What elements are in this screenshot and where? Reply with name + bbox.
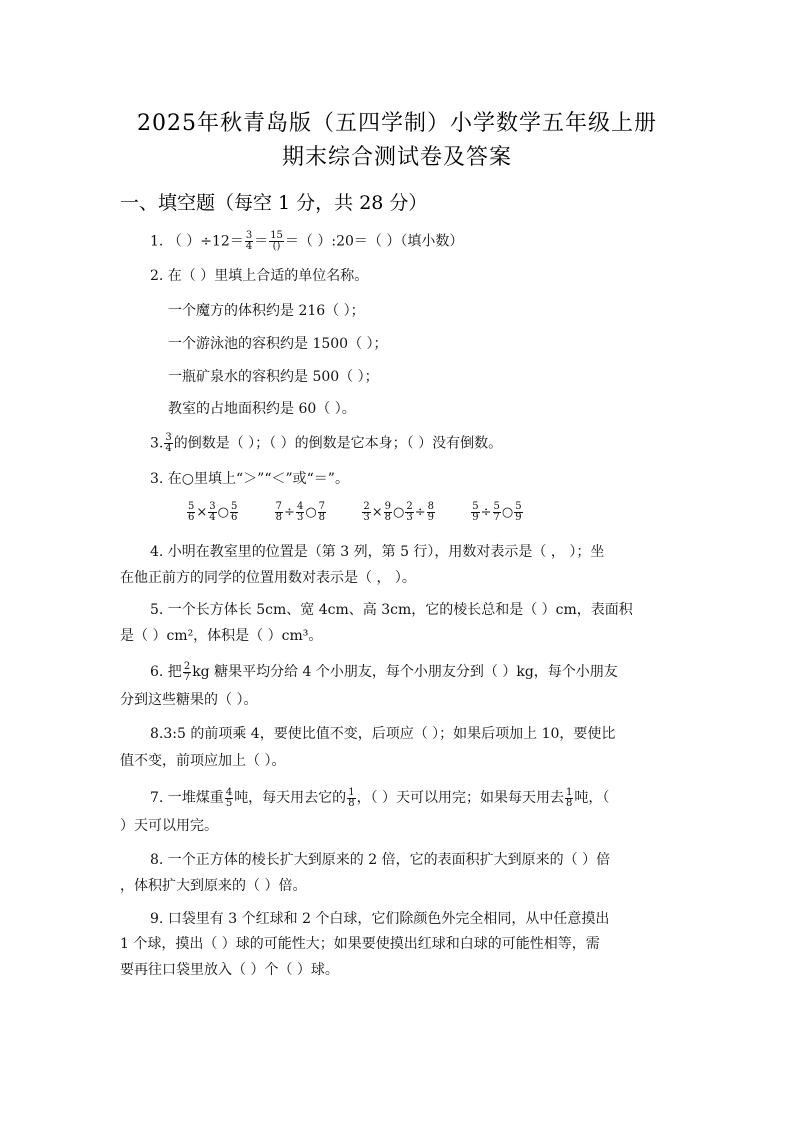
compare-circle[interactable]: ○ bbox=[392, 505, 405, 520]
compare-expr-3: $\frac{2}{3}$ × $\frac{9}{8}$ ○ $\frac{2}{3}$ ÷ $\frac{8}{9}$ bbox=[363, 501, 434, 523]
fraction: $\frac{4}{5}$ bbox=[225, 787, 233, 809]
question-8-line-2: ，体积扩大到原来的（ ）倍。 bbox=[120, 878, 307, 894]
q1-eq: ＝ bbox=[254, 233, 269, 250]
q1-text-a: 1. （ ）÷12＝ bbox=[150, 233, 244, 250]
question-9-line-2: 1 个球，摸出（ ）球的可能性大；如果要使摸出红球和白球的可能性相等，需 bbox=[120, 936, 600, 952]
compare-expr-1: $\frac{5}{6}$ × $\frac{3}{4}$ ○ $\frac{5}{6}$ bbox=[188, 501, 238, 523]
question-7-line-2: ）天可以用完。 bbox=[120, 818, 218, 834]
fraction: $\frac{15}{()}$ bbox=[270, 230, 283, 252]
question-6-line-1: 6. 把 $\frac{2}{7}$ kg 糖果平均分给 4 个小朋友，每个小朋友分到（ ）kg，每个小朋友 bbox=[150, 661, 618, 683]
question-9-line-3: 要再往口袋里放入（ ）个（ ）球。 bbox=[120, 962, 339, 978]
section-heading: 一、填空题（每空 1 分，共 28 分） bbox=[120, 192, 428, 214]
question-6-line-2: 分到这些糖果的（ ）。 bbox=[120, 692, 258, 708]
question-compare-stem: 3. 在○里填上“＞”“＜”或“＝”。 bbox=[150, 471, 349, 487]
question-2-item-2: 一个游泳池的容积约是 1500（ ）； bbox=[168, 336, 388, 352]
fraction: $\frac{2}{7}$ bbox=[183, 661, 191, 683]
compare-expr-4: $\frac{5}{9}$ ÷ $\frac{5}{7}$ ○ $\frac{5}{9}$ bbox=[472, 501, 522, 523]
question-ratio-line-1: 8.3:5 的前项乘 4，要使比值不变，后项应（ ）；如果后项加上 10，要使比 bbox=[150, 726, 616, 742]
question-9-line-1: 9. 口袋里有 3 个红球和 2 个白球，它们除颜色外完全相同，从中任意摸出 bbox=[150, 911, 610, 927]
question-2-item-1: 一个魔方的体积约是 216（ ）； bbox=[168, 303, 365, 319]
question-ratio-line-2: 值不变，前项应加上（ ）。 bbox=[120, 753, 286, 769]
doc-title-line2: 期末综合测试卷及答案 bbox=[281, 145, 512, 170]
question-2-item-4: 教室的占地面积约是 60（ ）。 bbox=[168, 401, 356, 417]
question-5-line-2: 是（ ）cm²，体积是（ ）cm³。 bbox=[120, 628, 323, 644]
question-3: 3. $\frac{3}{4}$ 的倒数是（ ）；（ ）的倒数是它本身；（ ）没有倒数。 bbox=[150, 432, 503, 454]
question-2-item-3: 一瓶矿泉水的容积约是 500（ ）； bbox=[168, 369, 379, 385]
question-2-stem: 2. 在（ ）里填上合适的单位名称。 bbox=[150, 268, 369, 284]
compare-circle[interactable]: ○ bbox=[217, 505, 229, 520]
fraction: $\frac{3}{4}$ bbox=[165, 432, 172, 454]
fraction: $\frac{3}{4}$ bbox=[245, 230, 253, 252]
question-8-line-1: 8. 一个正方体的棱长扩大到原来的 2 倍，它的表面积扩大到原来的（ ）倍 bbox=[150, 852, 611, 868]
question-4-line-1: 4. 小明在教室里的位置是（第 3 列，第 5 行），用数对表示是（ ， ）；坐 bbox=[150, 544, 605, 560]
fraction: $\frac{1}{8}$ bbox=[566, 787, 573, 809]
question-1 bbox=[150, 231, 463, 252]
question-5-line-1: 5. 一个长方体长 5cm、宽 4cm、高 3cm，它的棱长总和是（ ）cm，表面积 bbox=[150, 602, 633, 618]
question-4-line-2: 在他正前方的同学的位置用数对表示是（ ， ）。 bbox=[120, 570, 416, 586]
compare-circle[interactable]: ○ bbox=[501, 505, 514, 520]
q1-text-b: ＝（ ）:20＝（ ）（填小数） bbox=[284, 233, 464, 250]
doc-title-line1: 2025年秋青岛版（五四学制）小学数学五年级上册 bbox=[137, 111, 657, 136]
question-7-line-1: 7. 一堆煤重 $\frac{4}{5}$ 吨，每天用去它的 $\frac{1}{8}$ ，（ ）天可以用完；如果每天用去 $\frac{1}{8}$ 吨，（ bbox=[150, 787, 610, 809]
compare-expr-2: $\frac{7}{8}$ ÷ $\frac{4}{3}$ ○ $\frac{7}{8}$ bbox=[275, 501, 326, 523]
fraction: $\frac{1}{8}$ bbox=[348, 787, 355, 809]
question-compare-expressions bbox=[186, 502, 524, 523]
compare-circle[interactable]: ○ bbox=[305, 505, 317, 520]
